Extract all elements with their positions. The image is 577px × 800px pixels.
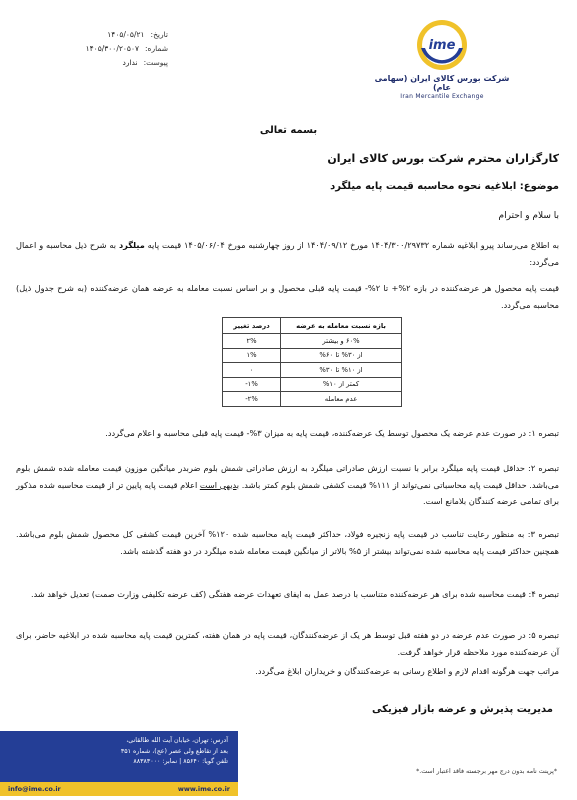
salutation: با سلام و احترام xyxy=(498,211,559,221)
date-label: تاریخ: xyxy=(150,30,168,39)
note-2-text-a: تبصره ۲: حداقل قیمت پایه میلگرد برابر با نسبت ارزش صادراتی میلگرد به ارزش صادراتی شمش بلوم ضربدر میانگین موزون قیمت معامله شده شمش بلوم می‌باشد. حداقل قیمت پایه محاسباتی نمی‌تواند از ۱۱۱% قیمت کشفی شمش بلوم کمتر باشد. xyxy=(16,463,559,490)
footer-address-box xyxy=(0,731,238,782)
table-row xyxy=(223,334,402,349)
attachment-label: پیوست: xyxy=(143,58,168,67)
attachment-row xyxy=(18,56,168,70)
paragraph-intro xyxy=(16,237,559,270)
phone-line: تلفن گویا: ۸۵۶۴۰ | نمابر: ۸۸۳۸۳۰۰۰ xyxy=(133,758,228,765)
bismillah-heading: بسمه تعالی xyxy=(259,125,318,136)
intro-text-a: به اطلاع می‌رساند پیرو ابلاغیه شماره ۱۴۰۴/۳۰۰/۲۹۷۳۲ مورخ ۱۴۰۴/۰۹/۱۲ از روز چهارشنبه مورخ ۱۴۰۵/۰۶/۰۴ قیمت پایه xyxy=(147,240,559,250)
ime-logo-icon xyxy=(415,18,469,72)
address-line-2: بعد از تقاطع ولی عصر (عج)، شماره ۳۵۱ xyxy=(120,747,228,755)
table-cell-range: از ۳۰% تا ۶۰% xyxy=(281,348,402,363)
footer-email[interactable]: info@ime.co.ir xyxy=(8,785,61,793)
paragraph-rule: قیمت پایه محصول هر عرضه‌کننده در بازه ۲%+ تا ۲%- قیمت پایه قبلی محصول و بر اساس نسبت معامله به عرضه همان عرضه‌کننده (به شرح جدول ذیل) محاسبه می‌گردد. xyxy=(16,283,559,310)
table-header-range: بازه نسبت معامله به عرضه xyxy=(281,318,402,334)
table-row xyxy=(223,392,402,407)
company-name-en: Iran Mercantile Exchange xyxy=(400,93,484,100)
intro-text-bold: میلگرد xyxy=(118,240,145,250)
note-2 xyxy=(16,460,559,510)
rate-table xyxy=(222,317,402,407)
addressee: کارگزاران محترم شرکت بورس کالای ایران xyxy=(327,152,559,165)
company-logo xyxy=(367,18,517,100)
number-value: ۱۴۰۵/۳۰۰/۲۰۵۰۷ xyxy=(85,44,140,53)
subject-line: موضوع: ابلاغیه نحوه محاسبه قیمت پایه میلگرد xyxy=(330,181,559,192)
logo-letters: ime xyxy=(428,38,456,53)
table-cell-change: ۲%- xyxy=(223,392,281,407)
note-4: تبصره ۴: قیمت محاسبه شده برای هر عرضه‌کننده متناسب با درصد عمل به ایفای تعهدات عرضه هفتگی (کف عرضه تکلیفی وزارت صمت) تعدیل خواهد شد. xyxy=(31,589,559,599)
note-2-underlined: بدیهی است xyxy=(199,479,240,490)
footer-contact-band xyxy=(0,782,238,796)
note-3: تبصره ۳: به منظور رعایت تناسب در قیمت پایه زنجیره فولاد، حداکثر قیمت پایه محاسبه شده ۱۲۰% آخرین قیمت کشفی کل محصول شمش بلوم می‌باشد. همچنین حداکثر قیمت پایه محاسبه شده نمی‌تواند بیشتر از ۵% بالاتر از میانگین قیمت معامله شده میلگرد در دو هفته گذشته باشد. xyxy=(16,529,559,556)
number-row xyxy=(18,42,168,56)
table-header-change: درصد تغییر xyxy=(223,318,281,334)
table-cell-change: ۱% xyxy=(223,348,281,363)
closing-line: مراتب جهت هرگونه اقدام لازم و اطلاع رسانی به عرضه‌کنندگان و خریداران ابلاغ می‌گردد. xyxy=(255,666,559,676)
company-name: شرکت بورس کالای ایران (سهامی عام) xyxy=(374,74,510,92)
note-5: تبصره ۵: در صورت عدم عرضه در دو هفته قبل توسط هر یک از عرضه‌کنندگان، قیمت پایه در همان هفته، کمترین قیمت پایه محاسبه شده در ابلاغیه حاضر، برای آن عرضه‌کننده مورد ملاحظه قرار خواهد گرفت. xyxy=(16,630,559,657)
table-cell-change: ۰ xyxy=(223,363,281,378)
letter-meta xyxy=(18,28,168,70)
table-row xyxy=(223,348,402,363)
footer-website[interactable]: www.ime.co.ir xyxy=(177,785,230,793)
intro-text-b: به شرح ذیل محاسبه و اعمال می‌گردد: xyxy=(16,240,559,267)
date-row xyxy=(18,28,168,42)
table-cell-range: ۶۰% و بیشتر xyxy=(281,334,402,349)
signature-department: مدیریت پذیرش و عرضه بازار فیزیکی xyxy=(372,704,553,715)
table-cell-range: عدم معامله xyxy=(281,392,402,407)
address-line-1: آدرس: تهران، خیابان آیت الله طالقانی، xyxy=(126,737,228,744)
note-2-text-b: اعلام قیمت پایه پایین تر از قیمت محاسبه شده مذکور برای تمامی عرضه کنندگان بلامانع است. xyxy=(16,479,559,506)
date-value: ۱۴۰۵/۰۵/۲۱ xyxy=(107,30,145,39)
table-cell-range: کمتر از ۱۰% xyxy=(281,377,402,392)
note-1: تبصره ۱: در صورت عدم عرضه یک محصول توسط یک عرضه‌کننده، قیمت پایه به میزان ۳%- قیمت پایه قبلی محاسبه و اعلام می‌گردد. xyxy=(105,428,559,438)
validity-footnote: *پرینت نامه بدون درج مهر برجسته فاقد اعتبار است.* xyxy=(416,768,557,775)
table-header-row xyxy=(223,318,402,334)
table-row xyxy=(223,363,402,378)
number-label: شماره: xyxy=(145,44,168,53)
table-cell-range: از ۱۰% تا ۳۰% xyxy=(281,363,402,378)
attachment-value: ندارد xyxy=(122,58,138,67)
table-cell-change: ۱%- xyxy=(223,377,281,392)
table-row xyxy=(223,377,402,392)
table-cell-change: ۲% xyxy=(223,334,281,349)
